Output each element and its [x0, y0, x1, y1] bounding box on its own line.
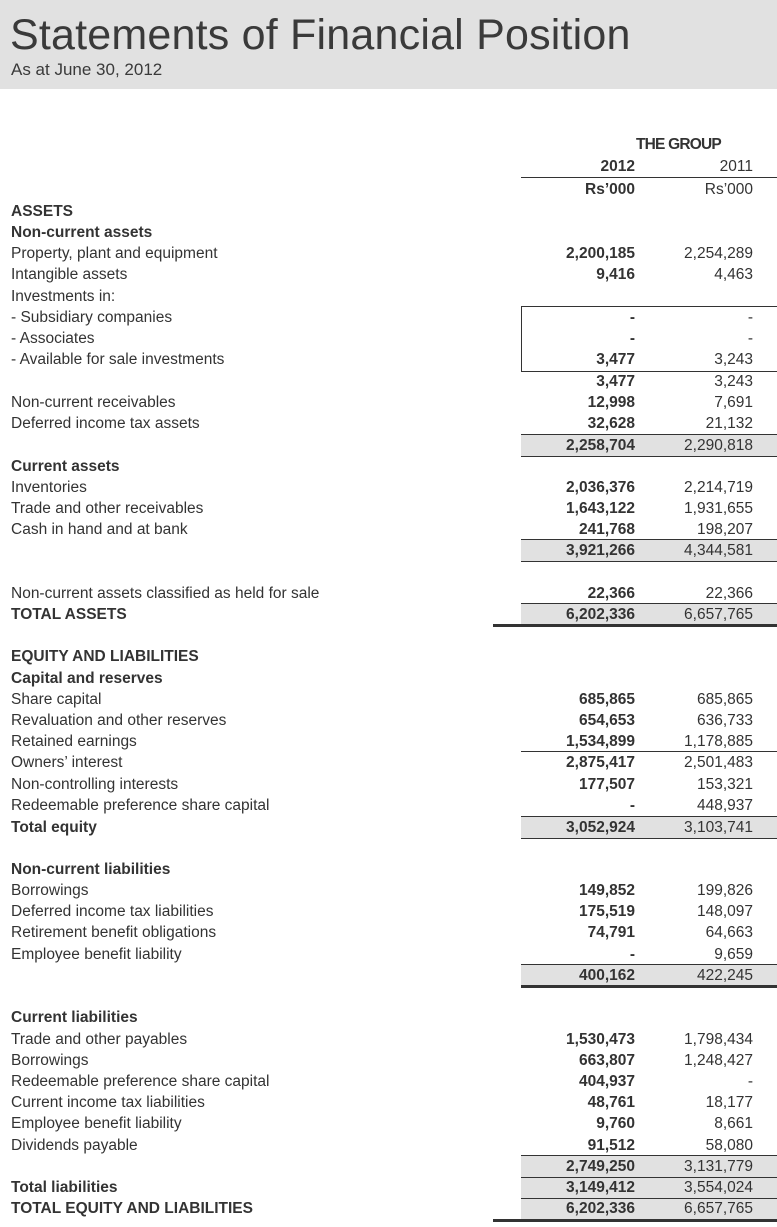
value-2011: 2,214,719 — [684, 479, 753, 496]
value-2011: 21,132 — [705, 415, 753, 432]
row-label: Trade and other payables — [11, 1031, 188, 1048]
value-2011: 64,663 — [705, 924, 753, 941]
header-divider — [521, 177, 777, 178]
row-label: Non-current assets classified as held for sale — [11, 585, 320, 602]
table-row — [0, 1050, 777, 1071]
table-row — [0, 689, 777, 710]
value-2011: - — [747, 1073, 753, 1090]
row-label: Current liabilities — [11, 1009, 138, 1026]
table-row — [0, 392, 777, 413]
table-row — [0, 1113, 777, 1134]
value-2012: 685,865 — [578, 691, 635, 708]
table-row — [0, 774, 777, 795]
value-2011: 6,657,765 — [684, 1200, 753, 1217]
rule — [521, 561, 777, 562]
value-2012: 654,653 — [578, 712, 635, 729]
value-2012: 48,761 — [587, 1094, 635, 1111]
value-2011: 1,798,434 — [684, 1031, 753, 1048]
row-label: Non-controlling interests — [11, 776, 179, 793]
page-subtitle: As at June 30, 2012 — [11, 60, 163, 79]
table-row — [0, 731, 777, 752]
row-label: ASSETS — [11, 203, 74, 220]
row-label: Borrowings — [11, 882, 89, 899]
subsection-heading — [0, 859, 777, 880]
section-heading-equity-liabilities — [0, 646, 777, 667]
value-2011: 198,207 — [696, 521, 753, 538]
value-2011: 2,501,483 — [684, 754, 753, 771]
subsection-heading — [0, 456, 777, 477]
row-label: Current income tax liabilities — [11, 1094, 205, 1111]
value-2012: 1,534,899 — [566, 733, 635, 750]
rule — [521, 838, 777, 839]
row-label: Share capital — [11, 691, 102, 708]
column-year-2012: 2012 — [600, 158, 635, 175]
row-label: Employee benefit liability — [11, 1115, 182, 1132]
table-row — [0, 349, 777, 370]
total-equity-liabilities-row — [0, 1198, 777, 1219]
double-rule — [493, 1219, 777, 1222]
value-2011: 18,177 — [705, 1094, 753, 1111]
table-row — [0, 1071, 777, 1092]
table-row — [0, 583, 777, 604]
value-2011: 7,691 — [714, 394, 753, 411]
row-label: Property, plant and equipment — [11, 245, 218, 262]
total-equity-row — [0, 817, 777, 838]
value-2011: 2,254,289 — [684, 245, 753, 262]
row-label: Non-current assets — [11, 224, 153, 241]
value-2011: 22,366 — [705, 585, 753, 602]
value-2012: - — [629, 309, 635, 326]
subtotal-row — [0, 435, 777, 456]
row-label: Owners’ interest — [11, 754, 123, 771]
row-label: Total liabilities — [11, 1179, 118, 1196]
table-row — [0, 752, 777, 773]
row-label: Retained earnings — [11, 733, 137, 750]
row-label: Revaluation and other reserves — [11, 712, 227, 729]
row-label: EQUITY AND LIABILITIES — [11, 648, 199, 665]
value-2012: 400,162 — [578, 967, 635, 984]
table-row — [0, 264, 777, 285]
value-2012: 6,202,336 — [566, 606, 635, 623]
subtotal-row — [0, 371, 777, 392]
row-label: - Available for sale investments — [11, 351, 225, 368]
value-2011: - — [747, 309, 753, 326]
row-label: Current assets — [11, 458, 120, 475]
row-label: TOTAL EQUITY AND LIABILITIES — [11, 1200, 253, 1217]
row-label: - Subsidiary companies — [11, 309, 173, 326]
value-2011: 4,463 — [714, 266, 753, 283]
row-label: Non-current receivables — [11, 394, 176, 411]
row-label: TOTAL ASSETS — [11, 606, 127, 623]
value-2012: 22,366 — [587, 585, 635, 602]
row-label: Borrowings — [11, 1052, 89, 1069]
value-2012: 175,519 — [578, 903, 635, 920]
value-2011: 448,937 — [696, 797, 753, 814]
column-group-header: THE GROUP — [636, 136, 721, 153]
value-2012: 1,530,473 — [566, 1031, 635, 1048]
value-2012: 74,791 — [587, 924, 635, 941]
value-2012: 12,998 — [587, 394, 635, 411]
value-2012: 2,200,185 — [566, 245, 635, 262]
table-row — [0, 1029, 777, 1050]
row-label: Deferred income tax assets — [11, 415, 200, 432]
subsection-heading — [0, 222, 777, 243]
value-2011: 199,826 — [696, 882, 753, 899]
row-label: Trade and other receivables — [11, 500, 204, 517]
value-2011: 2,290,818 — [684, 437, 753, 454]
value-2012: - — [629, 330, 635, 347]
row-label: Inventories — [11, 479, 87, 496]
value-2011: 3,243 — [714, 351, 753, 368]
value-2012: - — [629, 946, 635, 963]
table-row — [0, 519, 777, 540]
value-2011: 58,080 — [705, 1137, 753, 1154]
value-2011: 8,661 — [714, 1115, 753, 1132]
value-2011: 1,178,885 — [684, 733, 753, 750]
subsection-heading — [0, 668, 777, 689]
table-row — [0, 1092, 777, 1113]
page-header — [0, 0, 777, 89]
value-2012: 32,628 — [587, 415, 635, 432]
value-2012: 3,149,412 — [566, 1179, 635, 1196]
value-2011: 3,243 — [714, 373, 753, 390]
value-2011: 4,344,581 — [684, 542, 753, 559]
table-row — [0, 944, 777, 965]
value-2011: 6,657,765 — [684, 606, 753, 623]
value-2012: 9,760 — [596, 1115, 635, 1132]
table-row — [0, 243, 777, 264]
column-unit-2011: Rs’000 — [704, 181, 753, 198]
value-2011: 9,659 — [714, 946, 753, 963]
table-row — [0, 901, 777, 922]
row-label: Capital and reserves — [11, 670, 163, 687]
table-row — [0, 922, 777, 943]
value-2012: 2,036,376 — [566, 479, 635, 496]
value-2012: 6,202,336 — [566, 1200, 635, 1217]
value-2012: 91,512 — [587, 1137, 635, 1154]
value-2012: 3,477 — [596, 351, 635, 368]
value-2011: 636,733 — [696, 712, 753, 729]
value-2012: 149,852 — [578, 882, 635, 899]
table-row — [0, 286, 777, 307]
row-label: Intangible assets — [11, 266, 128, 283]
row-label: - Associates — [11, 330, 95, 347]
value-2012: 2,875,417 — [566, 754, 635, 771]
row-label: Total equity — [11, 819, 97, 836]
table-row — [0, 328, 777, 349]
value-2011: 148,097 — [696, 903, 753, 920]
table-row — [0, 498, 777, 519]
row-label: Dividends payable — [11, 1137, 138, 1154]
column-year-2011: 2011 — [719, 158, 753, 175]
page-title: Statements of Financial Position — [10, 11, 631, 59]
value-2011: 1,248,427 — [684, 1052, 753, 1069]
value-2012: 3,052,924 — [566, 819, 635, 836]
value-2012: 177,507 — [578, 776, 635, 793]
total-liabilities-row — [0, 1177, 777, 1198]
value-2011: 1,931,655 — [684, 500, 753, 517]
table-row — [0, 477, 777, 498]
value-2011: 3,103,741 — [684, 819, 753, 836]
value-2012: 241,768 — [578, 521, 635, 538]
value-2011: 685,865 — [696, 691, 753, 708]
row-label: Redeemable preference share capital — [11, 1073, 270, 1090]
subsection-heading — [0, 1007, 777, 1028]
row-label: Cash in hand and at bank — [11, 521, 188, 538]
value-2012: 1,643,122 — [566, 500, 635, 517]
value-2012: 2,258,704 — [566, 437, 635, 454]
table-row — [0, 307, 777, 328]
value-2011: 153,321 — [696, 776, 753, 793]
row-label: Investments in: — [11, 288, 116, 305]
value-2012: 663,807 — [578, 1052, 635, 1069]
value-2011: 3,131,779 — [684, 1158, 753, 1175]
value-2011: 3,554,024 — [684, 1179, 753, 1196]
value-2012: 2,749,250 — [566, 1158, 635, 1175]
row-label: Deferred income tax liabilities — [11, 903, 214, 920]
value-2012: - — [629, 797, 635, 814]
row-label: Non-current liabilities — [11, 861, 171, 878]
section-heading-assets — [0, 201, 777, 222]
value-2011: 422,245 — [696, 967, 753, 984]
value-2012: 3,921,266 — [566, 542, 635, 559]
row-label: Redeemable preference share capital — [11, 797, 270, 814]
table-row — [0, 880, 777, 901]
row-label: Retirement benefit obligations — [11, 924, 217, 941]
table-row — [0, 795, 777, 816]
value-2012: 3,477 — [596, 373, 635, 390]
subtotal-row — [0, 1156, 777, 1177]
table-row — [0, 710, 777, 731]
value-2011: - — [747, 330, 753, 347]
total-assets-row — [0, 604, 777, 625]
column-unit-2012: Rs’000 — [585, 181, 635, 198]
table-row — [0, 413, 777, 434]
value-2012: 404,937 — [578, 1073, 635, 1090]
subtotal-row — [0, 540, 777, 561]
table-row — [0, 1135, 777, 1156]
subtotal-row — [0, 965, 777, 986]
row-label: Employee benefit liability — [11, 946, 182, 963]
value-2012: 9,416 — [596, 266, 635, 283]
